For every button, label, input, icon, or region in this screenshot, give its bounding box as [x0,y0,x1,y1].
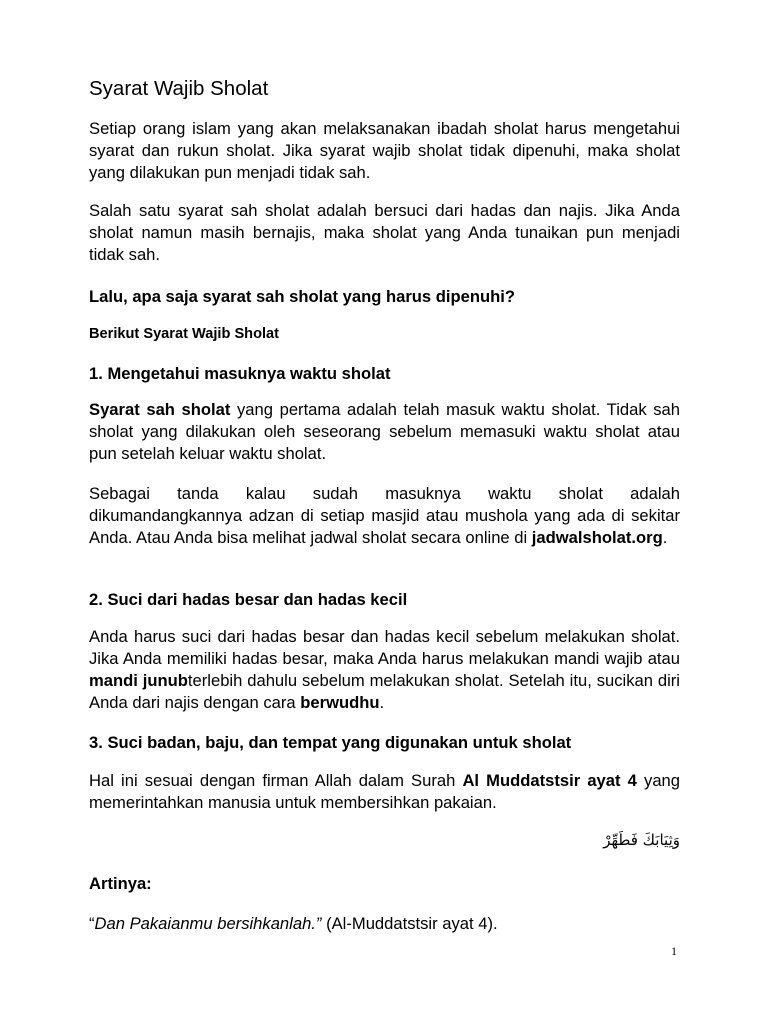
bold-term-mandi-junub: mandi junub [89,671,188,690]
section-3-heading: 3. Suci badan, baju, dan tempat yang digunakan untuk sholat [89,733,572,752]
section-3-text-b: yang memerintahkan manusia untuk membersihkan pakaian. [89,771,681,812]
section-2-text-b: terlebih dahulu sebelum melakukan sholat. Setelah itu, sucikan diri Anda dari najis dengan cara [89,671,680,712]
quote-mark: “ [89,914,95,933]
bold-term-berwudhu: berwudhu [300,693,380,712]
section-2-heading: 2. Suci dari hadas besar dan hadas kecil [89,590,408,609]
translation-quote [89,913,680,935]
bold-term-syarat-sah-sholat: Syarat sah sholat [89,400,231,419]
section-2-paragraph [89,626,680,714]
translation-text: Dan Pakaianmu bersihkanlah.” [94,914,322,933]
section-1-paragraph-2 [89,483,680,549]
section-3-text-a: Hal ini sesuai dengan firman Allah dalam Surah [89,771,463,790]
section-1-heading: 1. Mengetahui masuknya waktu sholat [89,364,391,383]
quote-source: (Al-Muddatstsir ayat 4). [321,914,498,933]
period: . [379,693,385,712]
jadwalsholat-link[interactable]: jadwalsholat.org [531,528,663,547]
arabic-verse: وَثِيَابَكَ فَطَهِّرْ [603,831,680,849]
page-number: 1 [671,944,677,958]
section-2-text-a: Anda harus suci dari hadas besar dan hadas kecil sebelum melakukan sholat. Jika Anda memiliki hadas besar, maka Anda harus melakukan mandi wajib atau [89,627,680,668]
bold-term-al-muddatstsir: Al Muddatstsir ayat 4 [462,771,637,790]
period: . [662,528,668,547]
section-1-paragraph-1 [89,399,680,465]
section-1-paragraph-2-text: dikumandangkannya adzan di setiap masjid atau mushola yang ada di sekitar Anda. Atau Anda bisa melihat jadwal sholat secara online di [89,506,680,547]
list-subheading: Berikut Syarat Wajib Sholat [89,326,280,342]
intro-paragraph-1: Setiap orang islam yang akan melaksanakan ibadah sholat harus mengetahui syarat dan rukun sholat. Jika syarat wajib sholat tidak dipenuhi, maka sholat yang dilakukan pun menjadi tidak sah. [89,119,680,182]
section-3-paragraph [89,770,680,814]
artinya-label: Artinya: [89,874,152,893]
question-heading: Lalu, apa saja syarat sah sholat yang harus dipenuhi? [89,287,516,306]
section-1-paragraph-1-text: yang pertama adalah telah masuk waktu sholat. Tidak sah sholat yang dilakukan oleh seseorang sebelum memasuki waktu sholat atau pun setelah keluar waktu sholat. [89,400,680,463]
intro-paragraph-2: Salah satu syarat sah sholat adalah bersuci dari hadas dan najis. Jika Anda sholat namun masih bernajis, maka sholat yang Anda tunaikan pun menjadi tidak sah. [89,201,680,264]
page-title: Syarat Wajib Sholat [89,77,269,100]
section-1-paragraph-2-line-1: Sebagai tanda kalau sudah masuknya waktu sholat adalah [89,484,680,503]
